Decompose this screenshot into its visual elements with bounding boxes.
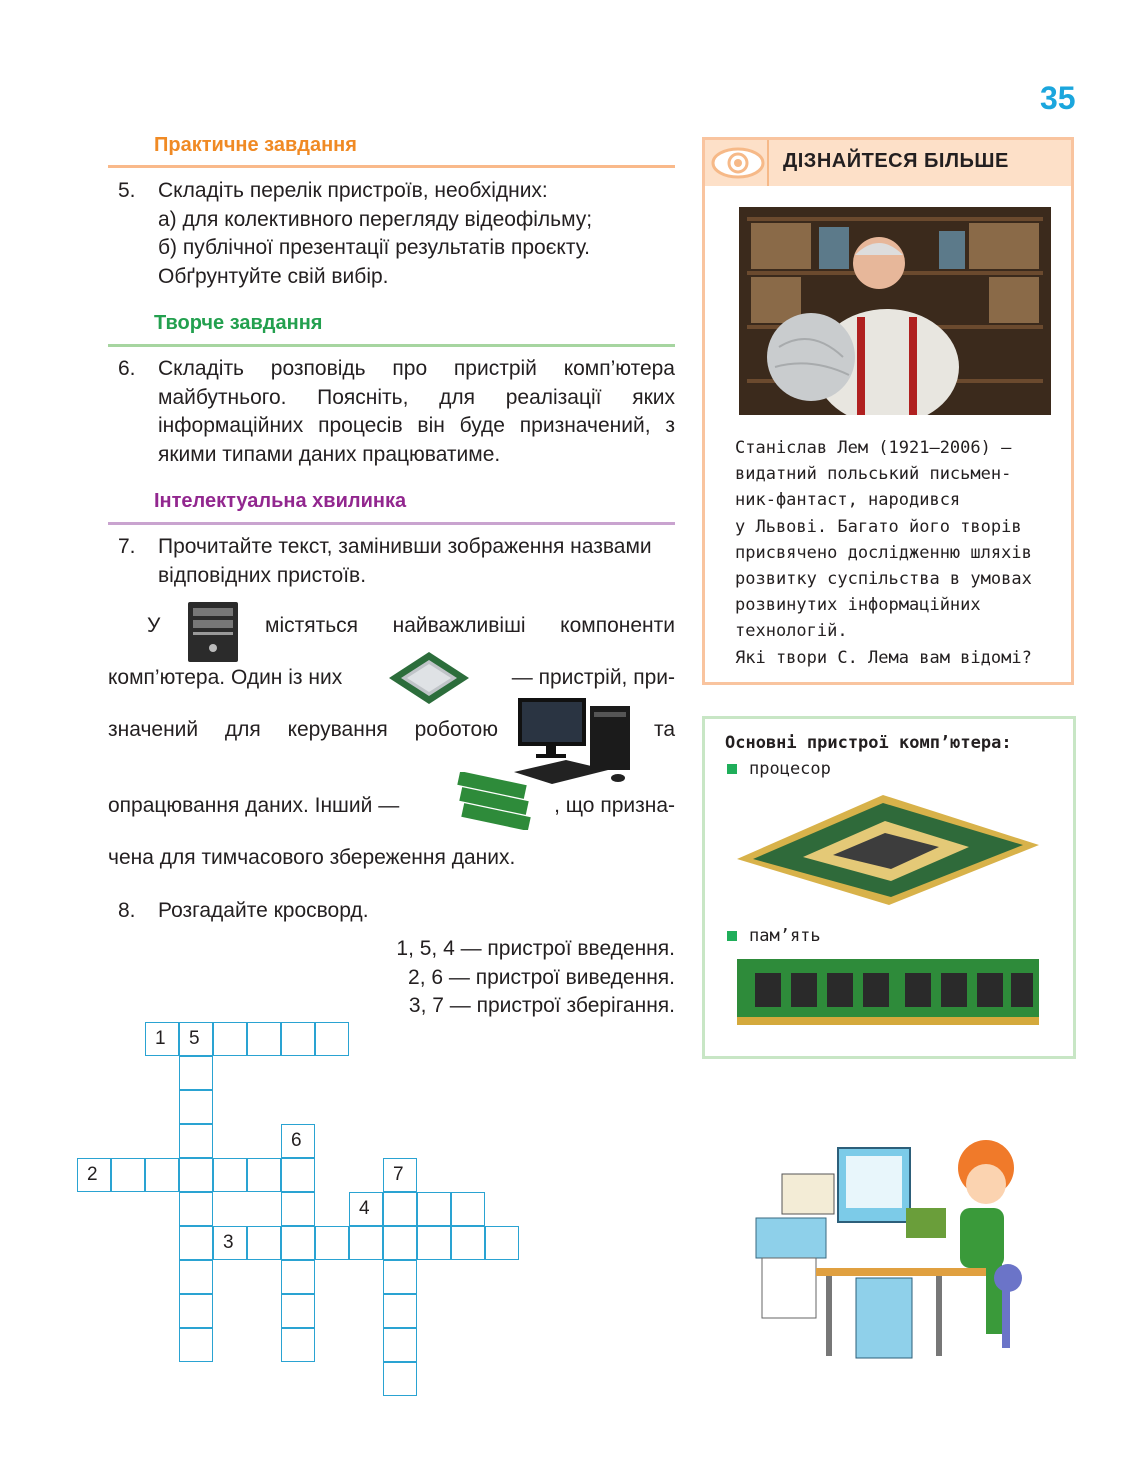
task-7-number: 7.	[118, 535, 136, 558]
child-at-computer-illustration	[746, 1128, 1046, 1370]
crossword-cell[interactable]	[247, 1226, 281, 1260]
intellectual-rule	[108, 522, 675, 525]
crossword-cell[interactable]	[247, 1158, 281, 1192]
crossword-cell[interactable]	[247, 1022, 281, 1056]
crossword-cell[interactable]	[281, 1124, 315, 1158]
memory-image	[456, 772, 532, 830]
lem-line: розвитку суспільства в умовах	[735, 569, 1032, 590]
lem-line: технологій.	[735, 621, 848, 642]
task-5-line: Обґрунтуйте свій вибір.	[158, 264, 389, 288]
crossword-cell[interactable]	[179, 1124, 213, 1158]
crossword-cell[interactable]	[383, 1226, 417, 1260]
task-5-number: 5.	[118, 179, 136, 202]
practical-rule	[108, 165, 675, 168]
crossword-cell[interactable]	[281, 1022, 315, 1056]
crossword-cell[interactable]	[281, 1328, 315, 1362]
lem-line: видатний польський письмен-	[735, 464, 1012, 485]
page-number: 35	[1040, 80, 1076, 116]
crossword-cell[interactable]	[179, 1022, 213, 1056]
crossword-cell[interactable]	[145, 1158, 179, 1192]
eye-icon	[709, 145, 767, 181]
bullet-icon	[727, 931, 737, 941]
crossword-cell[interactable]	[451, 1226, 485, 1260]
crossword-cell[interactable]	[179, 1294, 213, 1328]
rebus-word-u: У	[147, 614, 161, 637]
device-item-memory	[727, 926, 821, 946]
rebus-line-3b: та	[653, 718, 675, 741]
crossword-clue: 1, 5, 4 — пристрої введення.	[396, 937, 675, 960]
ram-image	[735, 955, 1041, 1033]
crossword-cell[interactable]	[383, 1294, 417, 1328]
rebus-line-1: містяться найважливіші компоненти	[265, 614, 675, 637]
device-label: пам’ять	[749, 926, 821, 946]
lem-line: присвячено дослідженню шляхів	[735, 542, 1032, 563]
header-divider	[767, 140, 769, 186]
task-5	[118, 177, 675, 291]
crossword-cell-number: 7	[393, 1164, 404, 1185]
crossword-cell[interactable]	[281, 1260, 315, 1294]
crossword-cell[interactable]	[315, 1022, 349, 1056]
rebus-line-5: чена для тимчасового збереження даних.	[108, 846, 516, 869]
task-6-number: 6.	[118, 357, 136, 380]
crossword-cell[interactable]	[315, 1226, 349, 1260]
crossword-cell[interactable]	[417, 1226, 451, 1260]
crossword-cell[interactable]	[179, 1056, 213, 1090]
main-devices-box	[702, 716, 1076, 1059]
task-6-text: Складіть розповідь про пристрій комп’ютера майбутнього. Поясніть, для реалізації яких інформаційних процесів він буде призначений, з якими типами даних працюватиме.	[158, 357, 675, 466]
crossword-cell[interactable]	[213, 1022, 247, 1056]
crossword-cell-number: 3	[223, 1232, 234, 1253]
task-7-text: Прочитайте текст, замінивши зображення назвами відповідних пристоїв.	[158, 535, 652, 587]
crossword-cell-number: 4	[359, 1198, 370, 1219]
rebus-line-2a: комп’ютера. Один із них	[108, 666, 343, 689]
crossword-cell[interactable]	[383, 1328, 417, 1362]
task-5-line: Складіть перелік пристроїв, необхідних:	[158, 179, 548, 202]
crossword-cell-number: 6	[291, 1130, 302, 1151]
crossword-cell[interactable]	[179, 1090, 213, 1124]
devices-title: Основні пристрої комп’ютера:	[725, 733, 1012, 753]
cpu-image	[385, 648, 473, 708]
creative-rule	[108, 344, 675, 347]
crossword-cell[interactable]	[179, 1328, 213, 1362]
bullet-icon	[727, 764, 737, 774]
lem-line: Які твори С. Лема вам відомі?	[735, 647, 1032, 668]
crossword-cell[interactable]	[213, 1158, 247, 1192]
task-5-line: б) публічної презентації результатів проєкту.	[158, 236, 590, 259]
crossword-cell[interactable]	[179, 1192, 213, 1226]
device-item-cpu	[727, 759, 831, 779]
task-5-line: а) для колективного перегляду відеофільму;	[158, 207, 593, 231]
learn-more-title: ДІЗНАЙТЕСЯ БІЛЬШЕ	[783, 150, 1009, 172]
crossword-cell[interactable]	[485, 1226, 519, 1260]
lem-line: ник-фантаст, народився	[735, 490, 961, 511]
crossword-cell[interactable]	[281, 1192, 315, 1226]
crossword-cell-number: 5	[189, 1028, 200, 1049]
crossword-cell[interactable]	[383, 1158, 417, 1192]
processor-image	[733, 789, 1043, 907]
crossword-cell[interactable]	[349, 1226, 383, 1260]
intellectual-title: Інтелектуальна хвилинка	[154, 490, 407, 512]
crossword-clues	[375, 935, 675, 1021]
system-unit-image	[184, 600, 242, 664]
crossword-cell[interactable]	[77, 1158, 111, 1192]
crossword-cell[interactable]	[383, 1362, 417, 1396]
task-6	[118, 355, 675, 469]
task-8-text: Розгадайте кросворд.	[158, 899, 369, 922]
crossword-cell[interactable]	[451, 1192, 485, 1226]
crossword-cell[interactable]	[179, 1158, 213, 1192]
crossword-cell[interactable]	[281, 1226, 315, 1260]
lem-line: Станіслав Лем (1921–2006) —	[735, 438, 1012, 458]
crossword-cell[interactable]	[145, 1022, 179, 1056]
task-8-number: 8.	[118, 899, 136, 922]
lem-line: у Львові. Багато його творів	[735, 516, 1022, 537]
crossword-cell[interactable]	[349, 1192, 383, 1226]
rebus-line-2b: — пристрій, при-	[511, 666, 675, 689]
crossword-cell[interactable]	[213, 1226, 247, 1260]
task-7	[118, 533, 675, 590]
lem-line: розвинутих інформаційних	[735, 595, 981, 616]
portrait-photo	[739, 207, 1051, 415]
crossword-cell-number: 1	[155, 1028, 166, 1049]
rebus-line-3a: значений для керування роботою	[108, 718, 498, 741]
crossword-clue: 3, 7 — пристрої зберігання.	[408, 994, 675, 1017]
crossword-cell[interactable]	[383, 1192, 417, 1226]
crossword-cell[interactable]	[383, 1260, 417, 1294]
crossword-cell[interactable]	[281, 1294, 315, 1328]
device-label: процесор	[749, 759, 831, 779]
crossword-cell[interactable]	[179, 1260, 213, 1294]
learn-more-box	[702, 137, 1074, 685]
crossword-cell-number: 2	[87, 1164, 98, 1185]
rebus-line-4a: опрацювання даних. Інший —	[108, 794, 400, 817]
crossword-cell[interactable]	[111, 1158, 145, 1192]
practical-task-title: Практичне завдання	[154, 134, 357, 156]
crossword-clue: 2, 6 — пристрої виведення.	[408, 965, 675, 989]
rebus-line-4b: , що призна-	[554, 794, 675, 817]
task-8	[118, 897, 675, 926]
crossword-cell[interactable]	[179, 1226, 213, 1260]
creative-task-title: Творче завдання	[154, 312, 323, 334]
lem-description	[735, 435, 1070, 671]
crossword-cell[interactable]	[417, 1192, 451, 1226]
crossword-cell[interactable]	[281, 1158, 315, 1192]
